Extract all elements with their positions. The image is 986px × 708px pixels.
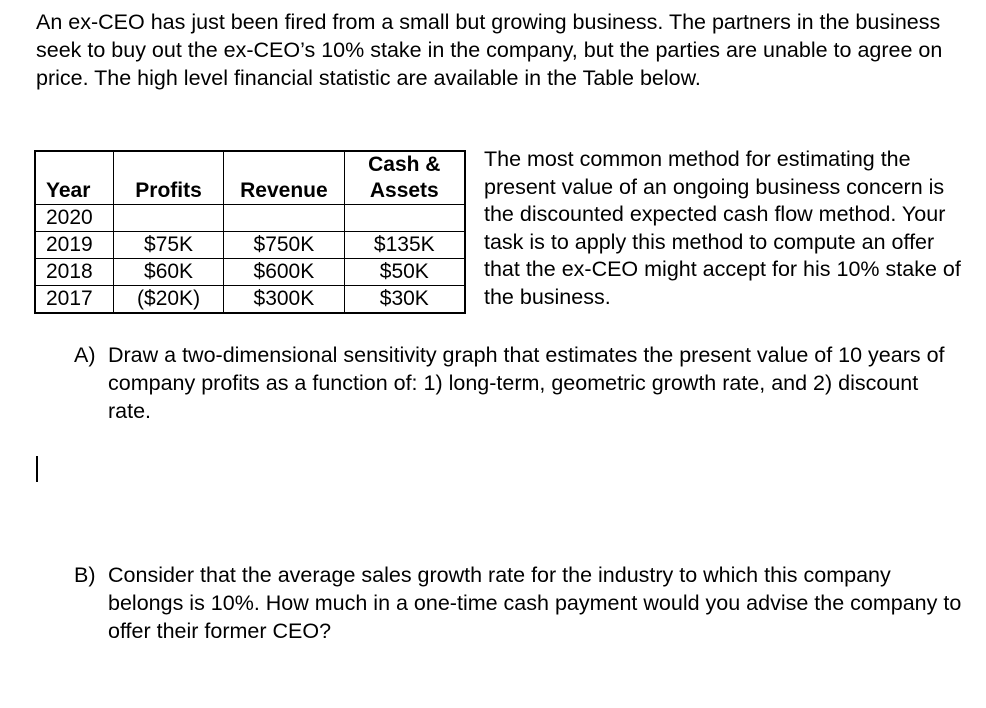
cell-cash: $30K: [344, 286, 465, 314]
cell-revenue: $750K: [224, 232, 344, 259]
cell-revenue: $300K: [224, 286, 344, 314]
cell-profits: $75K: [113, 232, 223, 259]
header-profits: Profits: [113, 151, 223, 205]
cell-year: 2018: [35, 259, 113, 286]
header-cash-line2: Assets: [369, 179, 439, 202]
cell-cash: $50K: [344, 259, 465, 286]
table-row: [35, 286, 465, 314]
header-revenue: Revenue: [224, 151, 344, 205]
method-description: The most common method for estimating the present value of an ongoing business concern is the discounted expected cash flow method. Your task is to apply this method to compute an offer that the ex-CEO might accept for his 10% stake of the business.: [484, 147, 961, 309]
financial-table: [34, 150, 466, 314]
cell-cash: $135K: [344, 232, 465, 259]
cell-profits: $60K: [113, 259, 223, 286]
text-cursor[interactable]: [36, 456, 38, 482]
cell-revenue: [224, 205, 344, 232]
question-b-label: B): [74, 563, 96, 587]
question-b: [74, 561, 964, 645]
cell-cash: [344, 205, 465, 232]
question-a-label: A): [74, 343, 96, 367]
question-a-text: Draw a two-dimensional sensitivity graph that estimates the present value of 10 years of company profits as a function of: 1) long-term, geometric growth rate, and 2) discount rate.: [108, 343, 945, 423]
table-header-row: [35, 151, 465, 205]
table-row: [35, 259, 465, 286]
header-year: Year: [35, 151, 113, 205]
cell-year: 2017: [35, 286, 113, 314]
header-cash-line1: Cash &: [368, 153, 441, 176]
cell-profits: ($20K): [113, 286, 223, 314]
intro-paragraph: An ex-CEO has just been fired from a small but growing business. The partners in the business seek to buy out the ex-CEO’s 10% stake in the company, but the parties are unable to agree on price. The high level financial statistic are available in the Table below.: [36, 10, 943, 90]
header-cash-assets: [344, 151, 465, 205]
cell-year: 2020: [35, 205, 113, 232]
table-row: [35, 232, 465, 259]
cell-year: 2019: [35, 232, 113, 259]
cell-revenue: $600K: [224, 259, 344, 286]
question-a: [74, 341, 964, 425]
table-row: [35, 205, 465, 232]
cell-profits: [113, 205, 223, 232]
question-b-text: Consider that the average sales growth rate for the industry to which this company belongs is 10%. How much in a one-time cash payment would you advise the company to offer their former CEO?: [108, 563, 962, 643]
